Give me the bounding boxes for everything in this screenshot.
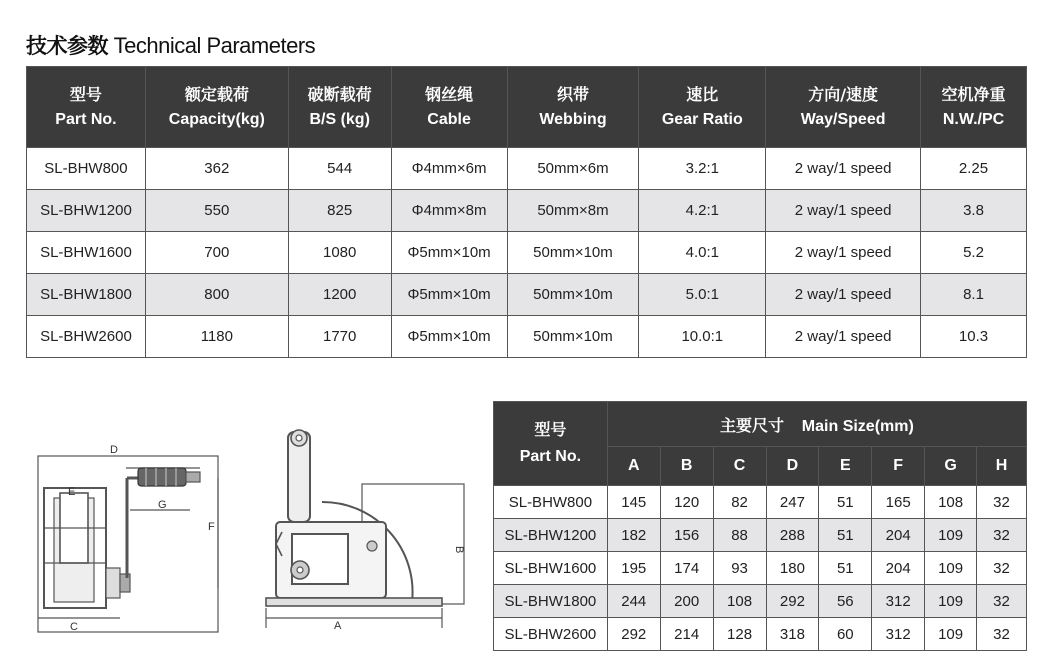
cell-net-weight: 5.2 [921, 232, 1027, 274]
cell-webbing: 50mm×8m [507, 190, 639, 232]
cell-dim: 108 [925, 486, 977, 519]
header-net-weight: 空机净重 N.W./PC [921, 67, 1027, 148]
cell-dim: 108 [713, 585, 766, 618]
cell-capacity: 800 [145, 274, 288, 316]
title-en: Technical Parameters [108, 33, 316, 58]
table-row [494, 552, 1027, 585]
header-dim-c: C [713, 447, 766, 486]
cell-cable: Φ4mm×6m [391, 148, 507, 190]
cell-dim: 174 [660, 552, 713, 585]
cell-dim: 109 [925, 618, 977, 651]
cell-dim: 60 [819, 618, 872, 651]
cell-bs: 825 [288, 190, 391, 232]
cell-net-weight: 8.1 [921, 274, 1027, 316]
header-dim-d: D [766, 447, 819, 486]
cell-dim: 56 [819, 585, 872, 618]
cell-dim: 32 [977, 519, 1027, 552]
cell-part-no: SL-BHW1200 [494, 519, 608, 552]
table-row [27, 316, 1027, 358]
cell-cable: Φ5mm×10m [391, 232, 507, 274]
table-row [494, 585, 1027, 618]
cell-dim: 82 [713, 486, 766, 519]
cell-gear-ratio: 4.2:1 [639, 190, 766, 232]
header-dim-a: A [607, 447, 660, 486]
label-d: D [110, 444, 118, 456]
table-row [27, 148, 1027, 190]
header-part-no: 型号 Part No. [27, 67, 146, 148]
header-dim-h: H [977, 447, 1027, 486]
header-dim-b: B [660, 447, 713, 486]
cell-net-weight: 10.3 [921, 316, 1027, 358]
cell-cable: Φ5mm×10m [391, 274, 507, 316]
cell-capacity: 700 [145, 232, 288, 274]
cell-way-speed: 2 way/1 speed [766, 232, 921, 274]
table-row [27, 232, 1027, 274]
cell-bs: 1200 [288, 274, 391, 316]
label-e: E [68, 486, 76, 498]
header-dim-f: F [872, 447, 925, 486]
cell-dim: 292 [766, 585, 819, 618]
cell-way-speed: 2 way/1 speed [766, 148, 921, 190]
label-b: B [453, 546, 465, 554]
cell-dim: 32 [977, 618, 1027, 651]
table-row [494, 519, 1027, 552]
winch-side-view-drawing [30, 438, 230, 638]
cell-dim: 165 [872, 486, 925, 519]
header-breaking-strength: 破断载荷 B/S (kg) [288, 67, 391, 148]
cell-dim: 128 [713, 618, 766, 651]
cell-dim: 51 [819, 519, 872, 552]
header-dim-g: G [925, 447, 977, 486]
cell-dim: 204 [872, 519, 925, 552]
cell-bs: 1080 [288, 232, 391, 274]
cell-way-speed: 2 way/1 speed [766, 316, 921, 358]
cell-dim: 88 [713, 519, 766, 552]
cell-part-no: SL-BHW1800 [494, 585, 608, 618]
header-webbing: 织带 Webbing [507, 67, 639, 148]
cell-part-no: SL-BHW800 [494, 486, 608, 519]
table-row [494, 618, 1027, 651]
cell-dim: 292 [607, 618, 660, 651]
cell-dim: 318 [766, 618, 819, 651]
header-capacity: 额定载荷 Capacity(kg) [145, 67, 288, 148]
header-way-speed: 方向/速度 Way/Speed [766, 67, 921, 148]
cell-dim: 145 [607, 486, 660, 519]
header-cable: 钢丝绳 Cable [391, 67, 507, 148]
cell-dim: 32 [977, 552, 1027, 585]
cell-net-weight: 3.8 [921, 190, 1027, 232]
cell-part-no: SL-BHW1800 [27, 274, 146, 316]
cell-bs: 1770 [288, 316, 391, 358]
cell-dim: 51 [819, 552, 872, 585]
cell-part-no: SL-BHW800 [27, 148, 146, 190]
cell-dim: 120 [660, 486, 713, 519]
cell-dim: 93 [713, 552, 766, 585]
cell-webbing: 50mm×10m [507, 274, 639, 316]
cell-capacity: 1180 [145, 316, 288, 358]
cell-dim: 109 [925, 519, 977, 552]
cell-part-no: SL-BHW1600 [494, 552, 608, 585]
header-part-no: 型号 Part No. [494, 402, 608, 486]
cell-gear-ratio: 3.2:1 [639, 148, 766, 190]
table-row [494, 486, 1027, 519]
cell-webbing: 50mm×10m [507, 232, 639, 274]
cell-cable: Φ5mm×10m [391, 316, 507, 358]
cell-dim: 312 [872, 585, 925, 618]
cell-gear-ratio: 10.0:1 [639, 316, 766, 358]
drawing-handle [138, 468, 186, 486]
cell-bs: 544 [288, 148, 391, 190]
cell-dim: 288 [766, 519, 819, 552]
cell-way-speed: 2 way/1 speed [766, 274, 921, 316]
cell-gear-ratio: 5.0:1 [639, 274, 766, 316]
cell-dim: 109 [925, 552, 977, 585]
header-main-size: 主要尺寸 Main Size(mm) [607, 402, 1026, 447]
cell-dim: 51 [819, 486, 872, 519]
cell-part-no: SL-BHW2600 [27, 316, 146, 358]
cell-dim: 200 [660, 585, 713, 618]
params-header-row [27, 67, 1027, 148]
table-row [27, 190, 1027, 232]
cell-webbing: 50mm×6m [507, 148, 639, 190]
title-cn: 技术参数 [26, 34, 108, 58]
cell-part-no: SL-BHW2600 [494, 618, 608, 651]
technical-parameters-table [26, 66, 1027, 358]
cell-dim: 32 [977, 585, 1027, 618]
cell-webbing: 50mm×10m [507, 316, 639, 358]
label-a: A [334, 620, 342, 632]
page-title [26, 30, 315, 60]
cell-dim: 312 [872, 618, 925, 651]
cell-net-weight: 2.25 [921, 148, 1027, 190]
table-row [27, 274, 1027, 316]
cell-cable: Φ4mm×8m [391, 190, 507, 232]
cell-dim: 180 [766, 552, 819, 585]
cell-part-no: SL-BHW1200 [27, 190, 146, 232]
cell-dim: 244 [607, 585, 660, 618]
cell-dim: 156 [660, 519, 713, 552]
cell-capacity: 362 [145, 148, 288, 190]
main-size-table [493, 401, 1027, 651]
cell-gear-ratio: 4.0:1 [639, 232, 766, 274]
label-g: G [158, 499, 167, 511]
winch-front-view-drawing [262, 422, 472, 632]
sizes-header-row-1 [494, 402, 1027, 447]
cell-way-speed: 2 way/1 speed [766, 190, 921, 232]
cell-dim: 214 [660, 618, 713, 651]
cell-dim: 195 [607, 552, 660, 585]
cell-dim: 247 [766, 486, 819, 519]
cell-capacity: 550 [145, 190, 288, 232]
header-gear-ratio: 速比 Gear Ratio [639, 67, 766, 148]
cell-dim: 182 [607, 519, 660, 552]
header-dim-e: E [819, 447, 872, 486]
cell-dim: 32 [977, 486, 1027, 519]
label-f: F [208, 521, 215, 533]
cell-part-no: SL-BHW1600 [27, 232, 146, 274]
cell-dim: 204 [872, 552, 925, 585]
label-c: C [70, 621, 78, 633]
cell-dim: 109 [925, 585, 977, 618]
